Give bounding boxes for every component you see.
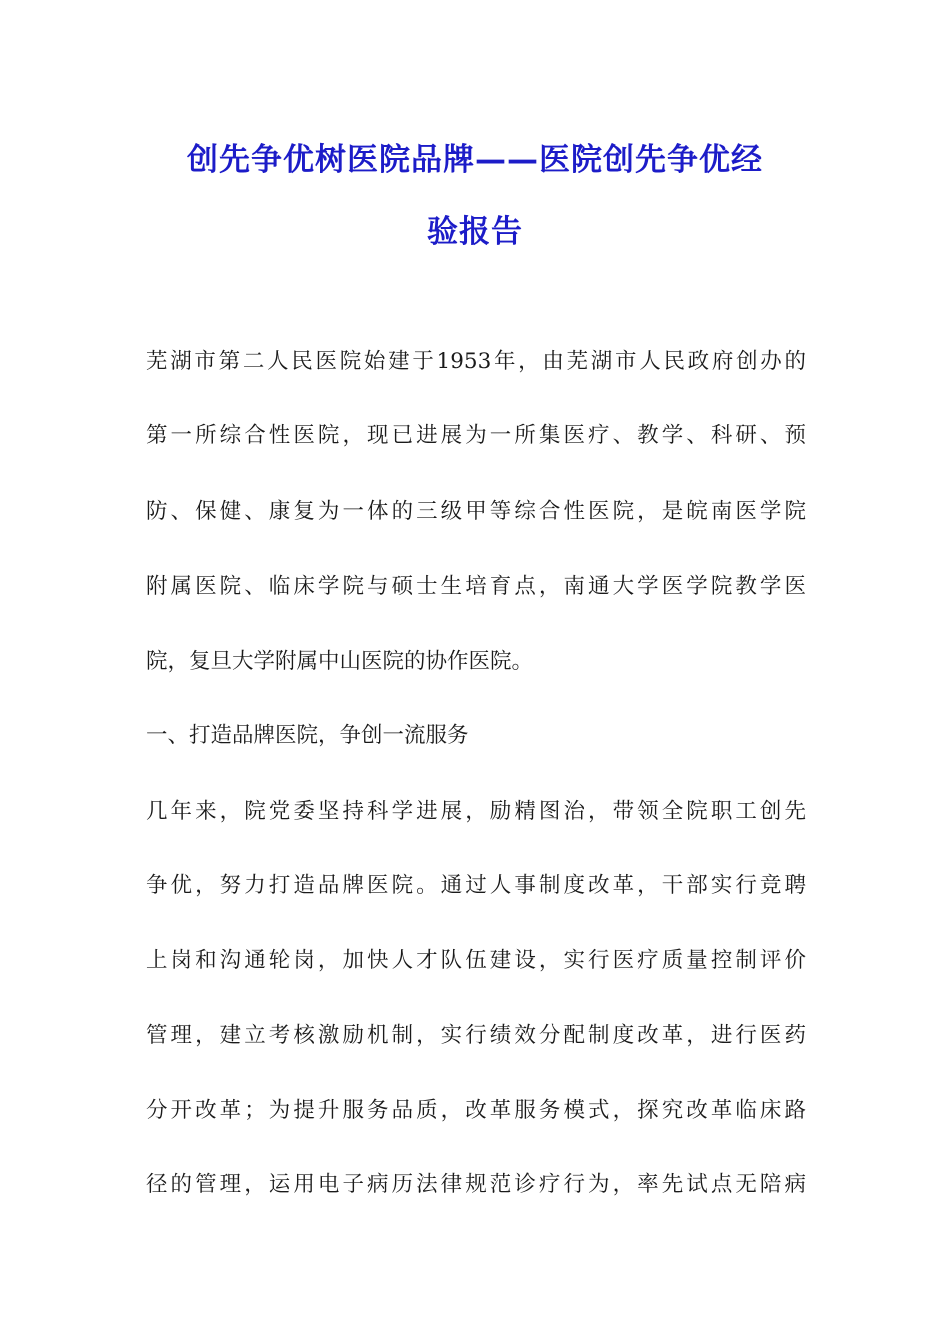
body-line-11: 分开改革；为提升服务品质，改革服务模式，探究改革临床路 bbox=[146, 1098, 806, 1123]
body-line-10: 管理，建立考核激励机制，实行绩效分配制度改革，进行医药 bbox=[146, 1023, 806, 1048]
document-title-line-1: 创先争优树医院品牌——医院创先争优经 bbox=[187, 142, 763, 178]
body-line-7: 几年来，院党委坚持科学进展，励精图治，带领全院职工创先 bbox=[146, 799, 806, 824]
body-line-2: 第一所综合性医院，现已进展为一所集医疗、教学、科研、预 bbox=[146, 423, 806, 448]
section-heading-1: 一、打造品牌医院，争创一流服务 bbox=[146, 723, 469, 748]
body-line-5: 院，复旦大学附属中山医院的协作医院。 bbox=[146, 649, 534, 674]
document-title-line-2: 验报告 bbox=[427, 214, 523, 250]
body-line-8: 争优，努力打造品牌医院。通过人事制度改革，干部实行竞聘 bbox=[146, 873, 806, 898]
body-line-9: 上岗和沟通轮岗，加快人才队伍建设，实行医疗质量控制评价 bbox=[146, 948, 806, 973]
body-line-4: 附属医院、临床学院与硕士生培育点，南通大学医学院教学医 bbox=[146, 574, 806, 599]
body-line-1: 芜湖市第二人民医院始建于1953年，由芜湖市人民政府创办的 bbox=[146, 349, 806, 374]
body-line-3: 防、保健、康复为一体的三级甲等综合性医院，是皖南医学院 bbox=[146, 499, 806, 524]
body-line-12: 径的管理，运用电子病历法律规范诊疗行为，率先试点无陪病 bbox=[146, 1172, 806, 1197]
